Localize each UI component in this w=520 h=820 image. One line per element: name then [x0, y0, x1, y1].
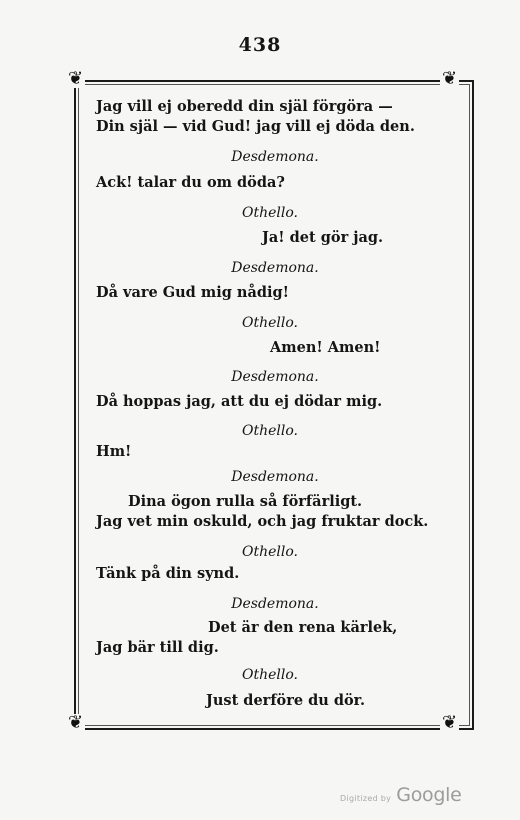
- verse-line: Tänk på din synd.: [96, 565, 240, 582]
- verse-line: Jag bär till dig.: [96, 639, 219, 656]
- verse-line: Hm!: [96, 443, 132, 460]
- verse-line: Din själ — vid Gud! jag vill ej döda den.: [96, 118, 415, 135]
- speaker-name: Othello.: [242, 667, 298, 683]
- speaker-name: Desdemona.: [231, 469, 319, 485]
- floral-corner-ornament-icon: ❦: [68, 712, 84, 733]
- verse-line: Det är den rena kärlek,: [208, 619, 398, 636]
- speaker-name: Desdemona.: [231, 149, 319, 165]
- verse-line: Amen! Amen!: [270, 339, 381, 356]
- floral-corner-ornament-icon: ❦: [442, 712, 458, 733]
- page-number: 438: [238, 34, 282, 56]
- floral-corner-ornament-icon: ❦: [68, 68, 84, 89]
- verse-line: Dina ögon rulla så förfärligt.: [128, 493, 363, 510]
- watermark-prefix: Digitized by: [340, 794, 392, 803]
- google-logo: Google: [396, 784, 462, 806]
- verse-line: Då hoppas jag, att du ej dödar mig.: [96, 393, 383, 410]
- verse-line: Ja! det gör jag.: [262, 229, 384, 246]
- verse-line: Då vare Gud mig nådig!: [96, 284, 289, 301]
- speaker-name: Desdemona.: [231, 596, 319, 612]
- verse-line: Ack! talar du om döda?: [96, 174, 285, 191]
- digitized-by-google-watermark: [340, 784, 462, 806]
- floral-corner-ornament-icon: ❦: [442, 68, 458, 89]
- speaker-name: Othello.: [242, 544, 298, 560]
- speaker-name: Desdemona.: [231, 260, 319, 276]
- speaker-name: Desdemona.: [231, 369, 319, 385]
- speaker-name: Othello.: [242, 315, 298, 331]
- verse-line: Just derföre du dör.: [206, 692, 366, 709]
- verse-line: Jag vet min oskuld, och jag fruktar dock.: [96, 513, 429, 530]
- speaker-name: Othello.: [242, 423, 298, 439]
- speaker-name: Othello.: [242, 205, 298, 221]
- verse-line: Jag vill ej oberedd din själ förgöra —: [96, 98, 393, 115]
